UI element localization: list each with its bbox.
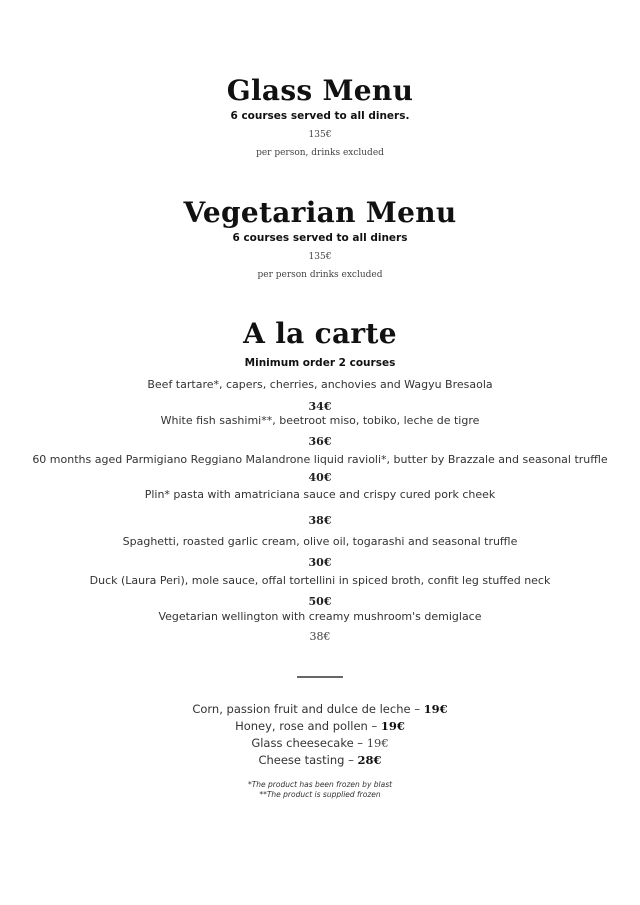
dessert-price: 28€ (357, 753, 382, 767)
vegetarian-menu-title: Vegetarian Menu (183, 196, 457, 229)
glass-menu-note: per person, drinks excluded (256, 148, 384, 158)
dish-price: 34€ (308, 400, 332, 413)
dish-price: 36€ (308, 435, 332, 448)
dessert-price: 19€ (423, 702, 448, 716)
dessert-item (0, 719, 640, 733)
dish-price: 30€ (308, 556, 332, 569)
glass-menu-price: 135€ (308, 130, 332, 140)
vegetarian-menu-subtitle: 6 courses served to all diners (232, 232, 408, 244)
dessert-item (0, 702, 640, 716)
dessert-price: 19€ (380, 719, 405, 733)
dish-price: 50€ (308, 595, 332, 608)
vegetarian-menu-price: 135€ (308, 252, 332, 262)
a-la-carte-title: A la carte (243, 317, 397, 350)
footnote-frozen-by-blast: *The product has been frozen by blast (247, 780, 393, 789)
dessert-name: Cheese tasting (258, 753, 345, 767)
dessert-separator: – (344, 753, 358, 767)
glass-menu-subtitle: 6 courses served to all diners. (230, 110, 410, 122)
dessert-separator: – (367, 719, 381, 733)
dish-price: 38€ (308, 514, 332, 527)
dish-name: 60 months aged Parmigiano Reggiano Malandrone liquid ravioli*, butter by Brazzale and seasonal truffle (32, 453, 608, 466)
dessert-name: Glass cheesecake (251, 736, 354, 750)
dessert-separator: – (410, 702, 424, 716)
a-la-carte-subtitle: Minimum order 2 courses (244, 357, 396, 369)
dessert-price: 19€ (366, 736, 389, 750)
dessert-separator: – (353, 736, 367, 750)
dessert-name: Corn, passion fruit and dulce de leche (192, 702, 411, 716)
dish-price: 40€ (308, 471, 332, 484)
vegetarian-menu-note: per person drinks excluded (257, 270, 383, 280)
dessert-name: Honey, rose and pollen (235, 719, 368, 733)
section-divider (297, 676, 343, 678)
dish-name: Duck (Laura Peri), mole sauce, offal tortellini in spiced broth, confit leg stuffed neck (89, 574, 551, 587)
dessert-item (0, 753, 640, 767)
dish-name: White fish sashimi**, beetroot miso, tobiko, leche de tigre (160, 414, 480, 427)
footnote-supplied-frozen: **The product is supplied frozen (259, 790, 381, 799)
glass-menu-title: Glass Menu (226, 74, 414, 107)
dish-name: Plin* pasta with amatriciana sauce and crispy cured pork cheek (144, 488, 496, 501)
dish-name: Beef tartare*, capers, cherries, anchovies and Wagyu Bresaola (147, 378, 493, 391)
dish-price: 38€ (309, 630, 331, 643)
dessert-item (0, 736, 640, 750)
dish-name: Spaghetti, roasted garlic cream, olive oil, togarashi and seasonal truffle (122, 535, 518, 548)
dish-name: Vegetarian wellington with creamy mushroom's demiglace (158, 610, 482, 623)
